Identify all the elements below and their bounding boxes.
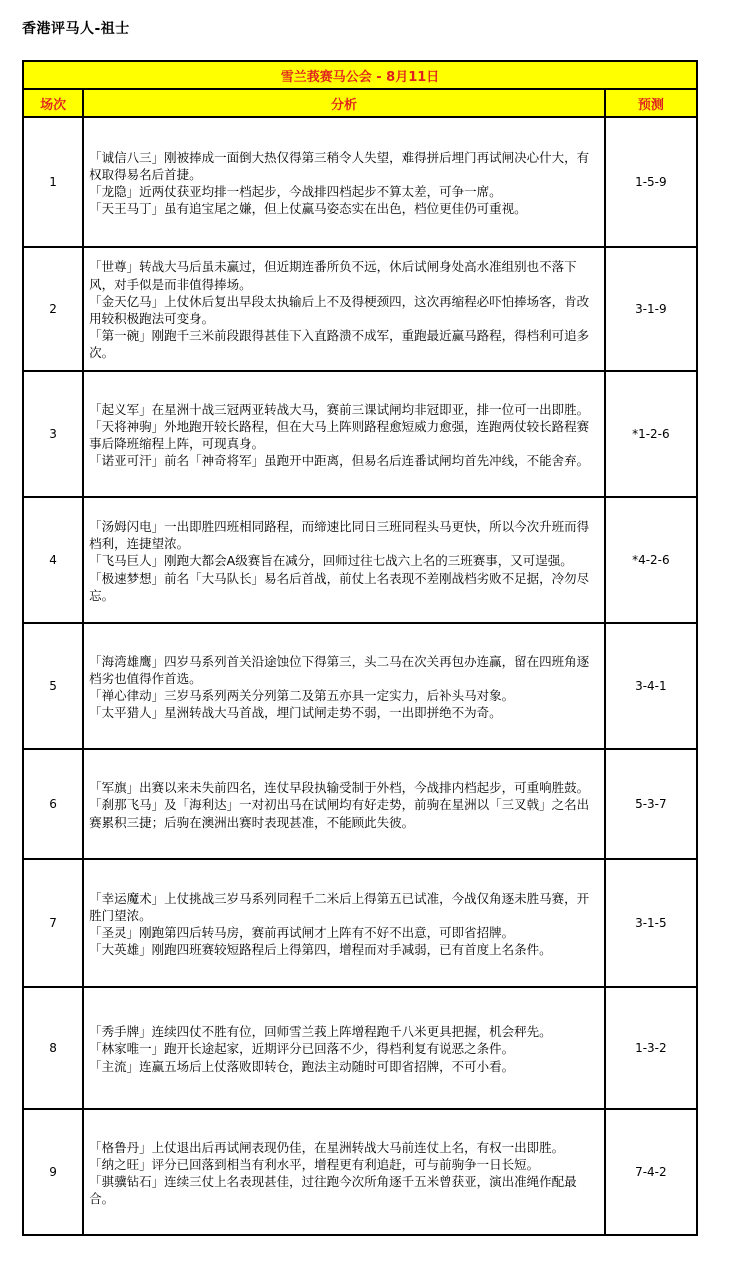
table-caption: 雪兰莪赛马公会 - 8月11日 <box>23 61 697 89</box>
analysis-paragraph: 「骐骥钻石」连续三仗上名表现甚佳，过往跑今次所角逐千五米曾获亚，演出准绳作配最合。 <box>89 1174 577 1207</box>
table-body <box>23 117 697 1235</box>
race-number: 4 <box>23 497 83 623</box>
analysis-cell <box>83 247 605 371</box>
race-number: 5 <box>23 623 83 749</box>
prediction: *4-2-6 <box>605 497 697 623</box>
race-number: 1 <box>23 117 83 247</box>
table-row <box>23 749 697 859</box>
prediction: 7-4-2 <box>605 1109 697 1235</box>
analysis-paragraph: 「格鲁丹」上仗退出后再试闸表现仍佳，在星洲转战大马前连仗上名，有权一出即胜。 <box>89 1139 565 1155</box>
analysis-cell <box>83 623 605 749</box>
analysis-paragraph: 「林家唯一」跑开长途起家，近期评分已回落不少，得档利复有说恶之条件。 <box>89 1041 515 1057</box>
analysis-paragraph: 「世尊」转战大马后虽未赢过，但近期连番所负不远，休后试闸身处高水准组别也不落下风，对手似是而非值得捧场。 <box>89 259 577 292</box>
page-title: 香港评马人-祖士 <box>22 21 130 37</box>
header-analysis: 分析 <box>83 89 605 117</box>
analysis-paragraph: 「诺亚可汗」前名「神奇将军」虽跑开中距离，但易名后连番试闸均首先冲线，不能舍弃。 <box>89 453 590 469</box>
analysis-paragraph: 「太平猎人」星洲转战大马首战，埋门试闸走势不弱，一出即拼绝不为奇。 <box>89 705 502 721</box>
analysis-paragraph: 「海湾雄鹰」四岁马系列首关沿途蚀位下得第三，头二马在次关再包办连赢，留在四班角逐档劣也值得作首选。 <box>89 653 590 686</box>
analysis-paragraph: 「军旗」出赛以来未失前四名，连仗早段执输受制于外档，今战排内档起步，可重响胜鼓。 <box>89 780 590 796</box>
analysis-cell <box>83 497 605 623</box>
table-row <box>23 371 697 497</box>
analysis-paragraph: 「极速梦想」前名「大马队长」易名后首战，前仗上名表现不差刚战档劣败不足据，冷勿尽忘。 <box>89 570 590 603</box>
table-caption-row <box>23 61 697 89</box>
analysis-paragraph: 「诚信八三」刚被捧成一面倒大热仅得第三稍令人失望，难得拼后埋门再试闸决心什大，有权取得易名后首捷。 <box>89 149 590 182</box>
prediction: 1-5-9 <box>605 117 697 247</box>
analysis-paragraph: 「汤姆闪电」一出即胜四班相同路程，而缔速比同日三班同程头马更快，所以今次升班而得档利，连捷望浓。 <box>89 518 590 552</box>
table-row <box>23 623 697 749</box>
race-number: 2 <box>23 247 83 371</box>
analysis-paragraph: 「纳之旺」评分已回落到相当有利水平，增程更有利追赶，可与前驹争一日长短。 <box>89 1156 540 1172</box>
prediction: 1-3-2 <box>605 987 697 1109</box>
analysis-paragraph: 「禅心律动」三岁马系列两关分列第二及第五亦具一定实力，后补头马对象。 <box>89 688 515 703</box>
analysis-paragraph: 「秀手牌」连续四仗不胜有位，回师雪兰莪上阵增程跑千八米更具把握，机会秤先。 <box>89 1024 552 1040</box>
prediction: 3-1-9 <box>605 247 697 371</box>
analysis-paragraph: 「金天亿马」上仗休后复出早段太执输后上不及得梗颈四，这次再缩程必吓怕捧场客，肯改用较积极跑法可变身。 <box>89 293 590 326</box>
table-row <box>23 859 697 987</box>
analysis-cell <box>83 749 605 859</box>
table-row <box>23 247 697 371</box>
prediction: 3-4-1 <box>605 623 697 749</box>
prediction: *1-2-6 <box>605 371 697 497</box>
race-number: 9 <box>23 1109 83 1235</box>
analysis-cell <box>83 371 605 497</box>
analysis-paragraph: 「天将神驹」外地跑开较长路程，但在大马上阵则路程愈短威力愈强，连跑两仗较长路程赛事后降班缩程上阵，可现真身。 <box>89 418 590 451</box>
prediction: 3-1-5 <box>605 859 697 987</box>
header-prediction: 预测 <box>605 89 697 117</box>
analysis-paragraph: 「圣灵」刚跑第四后转马房，赛前再试闸才上阵有不好不出意，可即省招牌。 <box>89 925 515 940</box>
analysis-cell <box>83 859 605 987</box>
analysis-paragraph: 「刹那飞马」及「海利达」一对初出马在试闸均有好走势，前驹在星洲以「三叉戟」之名出赛累积三捷；后驹在澳洲出赛时表现甚准，不能顾此失彼。 <box>89 797 590 830</box>
table-row <box>23 1109 697 1235</box>
table-row <box>23 117 697 247</box>
race-number: 3 <box>23 371 83 497</box>
table-row <box>23 987 697 1109</box>
race-number: 6 <box>23 749 83 859</box>
analysis-paragraph: 「第一碗」刚跑千三米前段跟得甚佳下入直路溃不成军，重跑最近赢马路程，得档利可追多次。 <box>89 328 590 361</box>
analysis-cell <box>83 987 605 1109</box>
analysis-cell <box>83 1109 605 1235</box>
analysis-paragraph: 「起义军」在星洲十战三冠两亚转战大马，赛前三课试闸均非冠即亚，排一位可一出即胜。 <box>89 401 590 417</box>
analysis-paragraph: 「天王马丁」虽有追宝尾之嫌，但上仗赢马姿态实在出色，档位更佳仍可重视。 <box>89 201 527 217</box>
race-number: 7 <box>23 859 83 987</box>
analysis-paragraph: 「飞马巨人」刚跑大都会A级赛旨在减分，回师过往七战六上名的三班赛事，又可逞强。 <box>89 553 573 569</box>
race-number: 8 <box>23 987 83 1109</box>
race-analysis-table <box>22 60 698 1236</box>
table-header-row <box>23 89 697 117</box>
analysis-paragraph: 「主流」连赢五场后上仗落败即转仓，跑法主动随时可即省招牌，不可小看。 <box>89 1058 515 1074</box>
header-race: 场次 <box>23 89 83 117</box>
table-row <box>23 497 697 623</box>
analysis-paragraph: 「大英雄」刚跑四班赛较短路程后上得第四，增程而对手减弱，已有首度上名条件。 <box>89 942 552 958</box>
prediction: 5-3-7 <box>605 749 697 859</box>
analysis-paragraph: 「幸运魔术」上仗挑战三岁马系列同程千二米后上得第五已试准，今战仅角逐未胜马赛，开胜门望浓。 <box>89 890 590 923</box>
analysis-paragraph: 「龙隐」近两仗获亚均排一档起步，今战排四档起步不算太差，可争一席。 <box>89 184 502 199</box>
analysis-cell <box>83 117 605 247</box>
